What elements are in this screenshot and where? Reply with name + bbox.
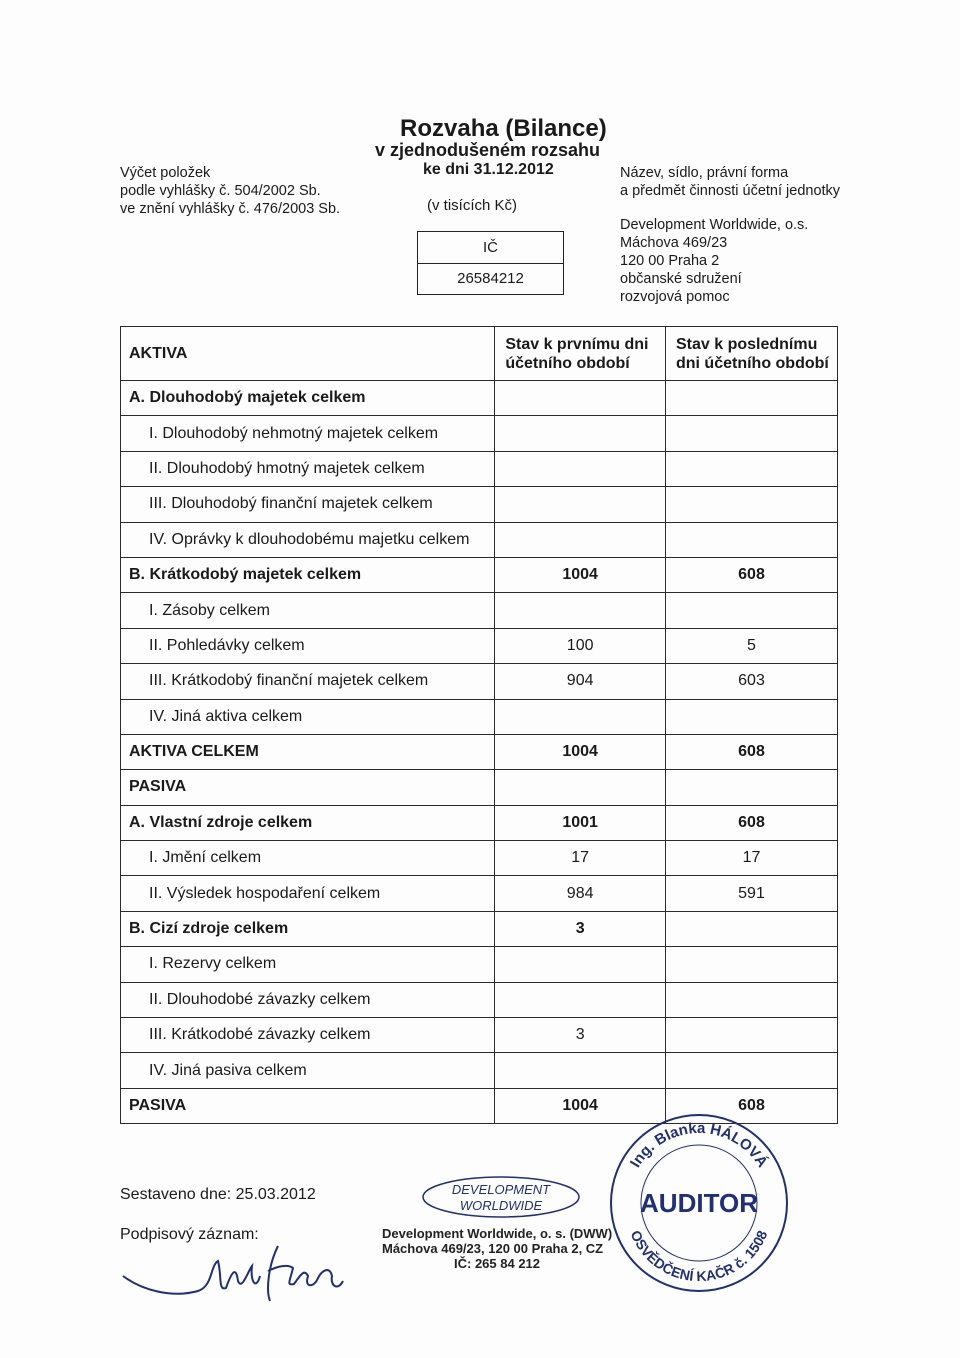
signature-label: Podpisový záznam: <box>120 1226 259 1243</box>
balance-date: ke dni 31.12.2012 <box>423 161 554 178</box>
table-row <box>121 416 838 451</box>
table-row <box>121 381 838 416</box>
row-label: AKTIVA CELKEM <box>121 734 495 769</box>
first-day-value <box>495 947 666 982</box>
last-day-value: 608 <box>665 557 837 592</box>
last-day-value <box>665 770 837 805</box>
row-label: A. Vlastní zdroje celkem <box>121 805 495 840</box>
last-day-value <box>665 487 837 522</box>
entity-heading: Název, sídlo, právní forma <box>620 165 789 181</box>
row-label: I. Dlouhodobý nehmotný majetek celkem <box>121 416 495 451</box>
row-label: II. Dlouhodobé závazky celkem <box>121 982 495 1017</box>
dww-stamp-text <box>382 1226 612 1271</box>
last-day-value: 591 <box>665 876 837 911</box>
table-row <box>121 1018 838 1053</box>
first-day-value: 3 <box>495 911 666 946</box>
currency-units: (v tisících Kč) <box>427 197 518 214</box>
document-title: Rozvaha (Bilance) <box>400 115 607 142</box>
header-line: účetního období <box>505 354 630 372</box>
table-row <box>121 911 838 946</box>
first-day-value: 1004 <box>495 557 666 592</box>
first-day-value <box>495 699 666 734</box>
entity-activity: rozvojová pomoc <box>620 289 730 305</box>
table-row <box>121 699 838 734</box>
table-row <box>121 1053 838 1088</box>
first-day-value <box>495 770 666 805</box>
first-day-value: 100 <box>495 628 666 663</box>
auditor-label: AUDITOR <box>640 1188 758 1218</box>
ic-box <box>417 231 564 295</box>
last-day-value <box>665 911 837 946</box>
last-day-value <box>665 593 837 628</box>
row-label: IV. Oprávky k dlouhodobému majetku celkem <box>121 522 495 557</box>
entity-city: 120 00 Praha 2 <box>620 253 720 269</box>
last-day-value: 5 <box>665 628 837 663</box>
law-ref-line: podle vyhlášky č. 504/2002 Sb. <box>120 183 321 199</box>
last-day-value <box>665 416 837 451</box>
ic-label: IČ <box>418 232 563 264</box>
last-day-value: 603 <box>665 664 837 699</box>
first-day-value <box>495 1053 666 1088</box>
first-day-value: 3 <box>495 1018 666 1053</box>
handwritten-signature <box>118 1236 358 1306</box>
table-row <box>121 876 838 911</box>
first-day-value: 17 <box>495 841 666 876</box>
balance-table <box>120 326 838 1124</box>
col-last-day-header <box>665 327 837 381</box>
last-day-value <box>665 699 837 734</box>
compiled-date: Sestaveno dne: 25.03.2012 <box>120 1186 316 1203</box>
table-row <box>121 734 838 769</box>
table-row <box>121 487 838 522</box>
table-row <box>121 628 838 663</box>
auditor-ring-bottom: OSVĚDČENÍ KAČR č. 1508 <box>627 1227 771 1285</box>
last-day-value: 17 <box>665 841 837 876</box>
first-day-value <box>495 487 666 522</box>
dww-logo-line: DEVELOPMENT <box>451 1182 551 1197</box>
row-label: IV. Jiná aktiva celkem <box>121 699 495 734</box>
last-day-value: 608 <box>665 805 837 840</box>
ic-value: 26584212 <box>457 270 524 287</box>
row-label: III. Krátkodobý finanční majetek celkem <box>121 664 495 699</box>
last-day-value <box>665 947 837 982</box>
last-day-value: 608 <box>665 1088 837 1123</box>
auditor-stamp <box>604 1108 794 1298</box>
col-aktiva-header: AKTIVA <box>121 327 495 381</box>
table-row <box>121 664 838 699</box>
entity-name: Development Worldwide, o.s. <box>620 217 809 233</box>
first-day-value <box>495 416 666 451</box>
law-reference <box>120 164 340 218</box>
law-ref-line: ve znění vyhlášky č. 476/2003 Sb. <box>120 201 341 217</box>
row-label: B. Cizí zdroje celkem <box>121 911 495 946</box>
table-row <box>121 557 838 592</box>
dww-stamp-line: IČ: 265 84 212 <box>454 1256 541 1271</box>
row-label: III. Krátkodobé závazky celkem <box>121 1018 495 1053</box>
entity-legal-form: občanské sdružení <box>620 271 742 287</box>
entity-street: Máchova 469/23 <box>620 235 728 251</box>
row-label: I. Zásoby celkem <box>121 593 495 628</box>
row-label: I. Jmění celkem <box>121 841 495 876</box>
last-day-value: 608 <box>665 734 837 769</box>
col-first-day-header <box>495 327 666 381</box>
row-label: PASIVA <box>121 770 495 805</box>
dww-logo <box>420 1175 582 1219</box>
first-day-value <box>495 522 666 557</box>
first-day-value: 984 <box>495 876 666 911</box>
table-row <box>121 805 838 840</box>
header-line: dni účetního období <box>675 354 829 372</box>
row-label: I. Rezervy celkem <box>121 947 495 982</box>
entity-heading: a předmět činnosti účetní jednotky <box>620 183 841 199</box>
row-label: A. Dlouhodobý majetek celkem <box>121 381 495 416</box>
document-subtitle: v zjednodušeném rozsahu <box>375 140 601 160</box>
table-row <box>121 451 838 486</box>
entity-info <box>620 164 840 306</box>
dww-stamp-line: Development Worldwide, o. s. (DWW) <box>382 1226 613 1241</box>
last-day-value <box>665 522 837 557</box>
row-label: B. Krátkodobý majetek celkem <box>121 557 495 592</box>
first-day-value <box>495 593 666 628</box>
table-header-row <box>121 327 838 381</box>
table-row <box>121 982 838 1017</box>
row-label: II. Dlouhodobý hmotný majetek celkem <box>121 451 495 486</box>
row-label: II. Výsledek hospodaření celkem <box>121 876 495 911</box>
table-row <box>121 522 838 557</box>
auditor-ring-top: Ing. Blanka HÁLOVÁ <box>626 1119 771 1171</box>
first-day-value <box>495 982 666 1017</box>
header-line: Stav k poslednímu <box>675 335 818 353</box>
table-row <box>121 593 838 628</box>
first-day-value <box>495 381 666 416</box>
table-row <box>121 841 838 876</box>
last-day-value <box>665 381 837 416</box>
row-label: II. Pohledávky celkem <box>121 628 495 663</box>
header-line: Stav k prvnímu dni <box>505 335 649 353</box>
last-day-value <box>665 1018 837 1053</box>
row-label: IV. Jiná pasiva celkem <box>121 1053 495 1088</box>
dww-logo-line: WORLDWIDE <box>459 1198 543 1213</box>
last-day-value <box>665 1053 837 1088</box>
last-day-value <box>665 451 837 486</box>
table-row <box>121 947 838 982</box>
table-row <box>121 770 838 805</box>
row-label: III. Dlouhodobý finanční majetek celkem <box>121 487 495 522</box>
law-ref-line: Výčet položek <box>120 165 211 181</box>
dww-stamp-line: Máchova 469/23, 120 00 Praha 2, CZ <box>382 1241 604 1256</box>
last-day-value <box>665 982 837 1017</box>
first-day-value: 1001 <box>495 805 666 840</box>
row-label: PASIVA <box>121 1088 495 1123</box>
first-day-value <box>495 451 666 486</box>
first-day-value: 1004 <box>495 1088 666 1123</box>
first-day-value: 904 <box>495 664 666 699</box>
first-day-value: 1004 <box>495 734 666 769</box>
